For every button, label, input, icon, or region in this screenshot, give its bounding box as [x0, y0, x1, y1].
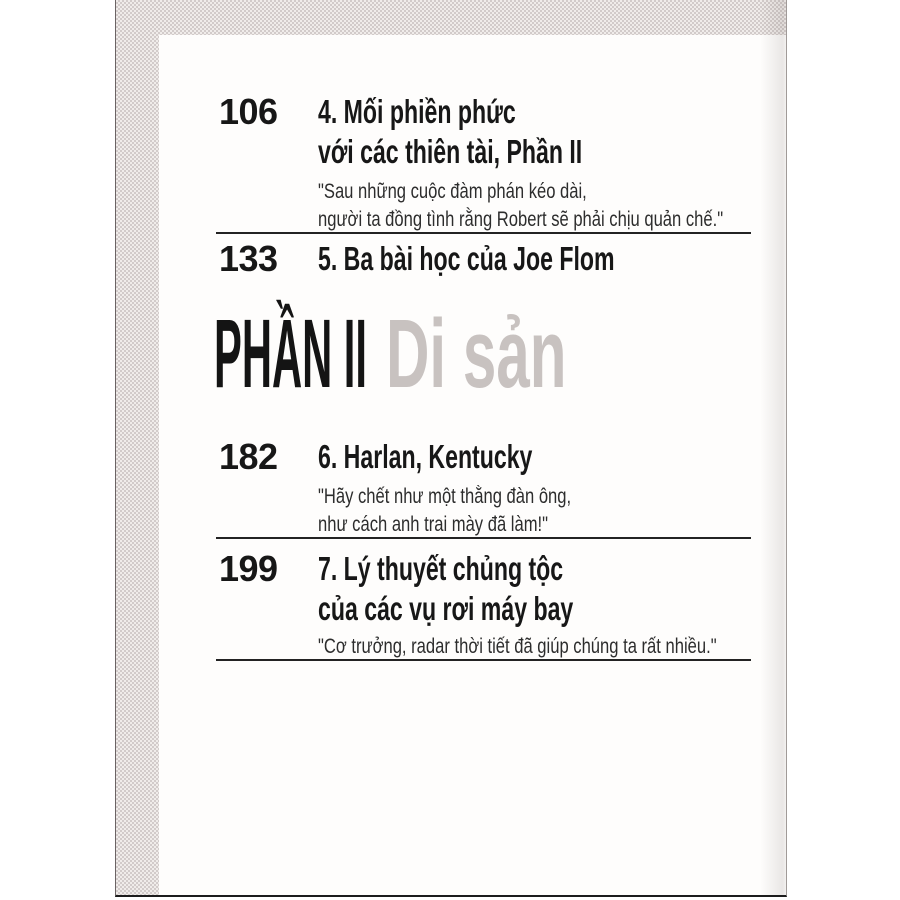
- background-texture-left: [116, 0, 159, 895]
- divider: [216, 537, 751, 539]
- quote-line: "Cơ trưởng, radar thời tiết đã giúp chúng ta rất nhiều.": [318, 635, 717, 658]
- toc-entry-182: [219, 437, 638, 539]
- page-number: 133: [219, 238, 278, 279]
- part-heading-title: Di sản: [386, 299, 567, 408]
- toc-entry-106: [219, 92, 831, 234]
- chapter-title: [318, 437, 542, 477]
- title-line: của các vụ rơi máy bay: [318, 590, 574, 627]
- background-texture-top: [116, 0, 786, 35]
- quote-line: "Hãy chết như một thằng đàn ông,: [318, 485, 572, 508]
- title-line: với các thiên tài, Phần II: [318, 133, 583, 170]
- page-number: 106: [219, 91, 278, 132]
- quote-line: "Sau những cuộc đàm phán kéo dài,: [318, 180, 587, 203]
- entry-body: [318, 437, 638, 539]
- chapter-quote: [318, 633, 717, 661]
- book-page-photo: [115, 0, 787, 897]
- divider: [216, 659, 751, 661]
- title-line: 7. Lý thuyết chủng tộc: [318, 550, 564, 587]
- chapter-title: [318, 549, 671, 629]
- part-heading-number: PHẦN II: [214, 299, 367, 408]
- title-line: 6. Harlan, Kentucky: [318, 438, 533, 475]
- chapter-quote: [318, 178, 723, 234]
- toc-entry-199: [219, 549, 823, 661]
- toc-entry-133: [219, 239, 742, 279]
- divider: [216, 232, 751, 234]
- chapter-quote: [318, 483, 571, 539]
- entry-body: [318, 549, 823, 661]
- quote-line: người ta đồng tình rằng Robert sẽ phải chịu quản chế.": [318, 208, 724, 231]
- chapter-title: [318, 92, 677, 172]
- quote-line: như cách anh trai mày đã làm!": [318, 513, 549, 536]
- chapter-title: [318, 239, 615, 279]
- page-number: 199: [219, 548, 278, 589]
- entry-body: [318, 239, 742, 279]
- page-number: 182: [219, 436, 278, 477]
- entry-body: [318, 92, 831, 234]
- title-line: 5. Ba bài học của Joe Flom: [318, 240, 615, 277]
- title-line: 4. Mối phiền phức: [318, 93, 516, 130]
